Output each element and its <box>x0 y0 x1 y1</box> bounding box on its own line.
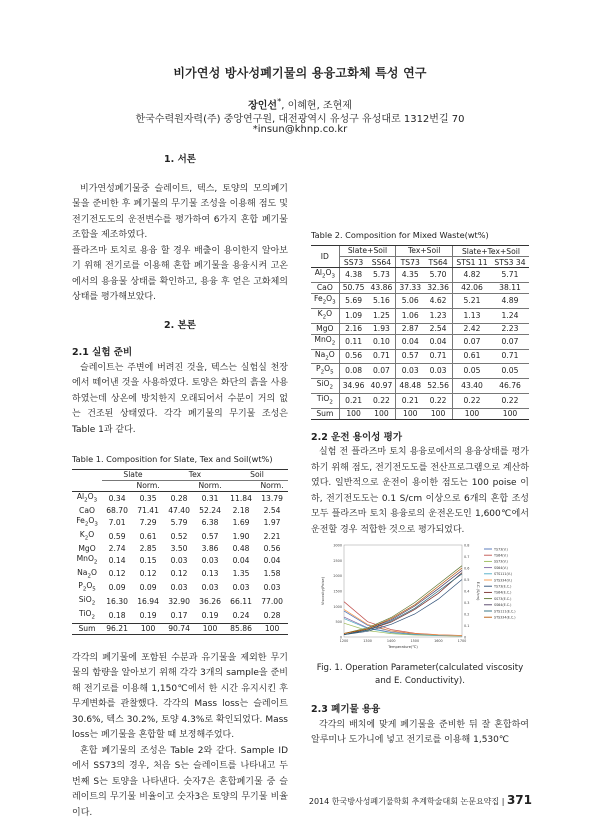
table-2-sample-id: SS64 <box>368 257 396 268</box>
table-1-value-cell: 52.24 <box>199 506 221 516</box>
table-1-value-cell: 16.94 <box>137 596 159 606</box>
lead-author-mark: * <box>277 96 282 106</box>
table-2-value-cell: 1.23 <box>424 309 452 324</box>
y2-tick-label: 0.4 <box>464 589 470 594</box>
table-1-row <box>72 609 288 623</box>
table-1-row <box>72 530 288 544</box>
table-2-value-cell: 0.71 <box>424 349 452 364</box>
table-2-oxide-cell: TiO$_2$ <box>311 393 339 408</box>
table-1-value-cell: 0.04 <box>232 555 250 565</box>
table-1-value-cell: 85.86 <box>226 623 256 634</box>
table-2-value-cell: 4.35 <box>396 268 424 283</box>
series-line <box>344 566 462 634</box>
table-2-row <box>311 408 529 419</box>
table-1-oxide-cell: TiO$_2$ <box>79 608 95 621</box>
table-2-value-cell: 1.24 <box>491 309 529 324</box>
table-1-value-cell: 2.18 <box>232 506 250 516</box>
table-2-value-cell: 4.89 <box>491 294 529 309</box>
table-2-value-cell: 34.96 <box>339 379 367 394</box>
table-2-value-cell: 2.54 <box>424 323 452 334</box>
table-1-value-cell: 6.38 <box>201 518 219 528</box>
table-1-value-cell: 0.35 <box>139 494 157 504</box>
table-1-row <box>72 506 288 516</box>
table-2-row <box>311 334 529 349</box>
table-2-value-cell: 0.07 <box>452 334 491 349</box>
table-1-value-cell: 0.48 <box>232 543 250 553</box>
table-1-oxide-cell: $K_2O$ <box>79 530 95 542</box>
table-2-row <box>311 364 529 379</box>
table-1 <box>72 469 288 635</box>
table-2-value-cell: 42.06 <box>452 283 491 294</box>
y-tick-label: 3000 <box>333 543 342 548</box>
table-2-value-cell: 100 <box>396 408 424 419</box>
table-2-group-slate-soil: Slate+Soil <box>339 246 396 257</box>
table-2-group-tex-soil: Tex+Soil <box>396 246 453 257</box>
table-2-value-cell: 1.25 <box>368 309 396 324</box>
y2-tick-label: 0.6 <box>464 566 470 571</box>
table-1-value-cell: 2.74 <box>108 543 126 553</box>
table-2-value-cell: 2.23 <box>491 323 529 334</box>
table-1-oxide-cell: $Al_2O_3$ <box>76 492 98 504</box>
legend-entry: TS64(E.C.) <box>494 590 512 595</box>
table-1-value-cell: 68.70 <box>106 506 128 516</box>
table-2-value-cell: 0.22 <box>452 393 491 408</box>
table-2-value-cell: 0.21 <box>339 393 367 408</box>
table-1-value-cell: 0.15 <box>139 555 157 565</box>
table-1-value-cell: 0.24 <box>232 610 250 620</box>
series-line <box>344 617 462 636</box>
table-2-sample-id: STS1 11 <box>452 257 491 268</box>
section-2-3-heading: 2.3 폐기물 용융 <box>311 704 381 715</box>
table-1-value-cell: 2.85 <box>139 543 157 553</box>
table-1-value-cell: 100 <box>132 623 164 634</box>
table-1-oxide-cell: $Fe_2O_3$ <box>76 516 98 528</box>
table-1-row <box>72 568 288 582</box>
table-1-row <box>72 544 288 554</box>
table-1-group-tex: Tex <box>164 470 226 481</box>
table-2-value-cell: 5.73 <box>368 268 396 283</box>
table-2-value-cell: 43.40 <box>452 379 491 394</box>
table-1-value-cell: 5.79 <box>170 518 188 528</box>
table-2-row <box>311 268 529 283</box>
table-2-value-cell: 4.82 <box>452 268 491 283</box>
legend-entry: STS111(E.C.) <box>494 609 516 614</box>
y2-tick-label: 0.3 <box>464 601 470 605</box>
table-2-value-cell: 4.62 <box>424 294 452 309</box>
table-2-value-cell: 1.93 <box>368 323 396 334</box>
intro-paragraph-1: 비가연성폐기물중 슬레이트, 텍스, 토양의 모의폐기물을 준비한 후 폐기물의 무기물 조성을 이용해 점도 및 전기전도도의 운전변수를 평가하여 6가지 혼합 폐기물 조합을 제조하였다. <box>72 183 288 240</box>
table-1-oxide-cell: CaO <box>79 506 95 516</box>
table-1-group-soil: Soil <box>226 470 288 481</box>
table-2-sample-id: TS73 <box>396 257 424 268</box>
table-1-value-cell: 0.03 <box>201 555 219 565</box>
table-2-value-cell: 100 <box>491 408 529 419</box>
lead-author: 장인선 <box>248 100 278 112</box>
table-1-value-cell: 11.84 <box>230 494 252 504</box>
table-1-value-cell: 0.09 <box>139 583 157 593</box>
y-tick-label: 1000 <box>333 604 342 609</box>
table-2-row <box>311 323 529 334</box>
section-2-2-heading: 2.2 운전 용이성 평가 <box>311 431 402 443</box>
y-axis-label: Viscosity(Poise) <box>321 577 325 605</box>
table-2-value-cell: 4.38 <box>339 268 367 283</box>
table-1-value-cell: 0.56 <box>263 543 281 553</box>
table-2-sample-id: SS73 <box>339 257 367 268</box>
table-1-value-cell: 16.30 <box>106 596 128 606</box>
table-2-value-cell: 0.07 <box>491 334 529 349</box>
table-1-row <box>72 595 288 609</box>
table-1-value-cell: 100 <box>256 623 288 634</box>
y2-tick-label: 0.5 <box>464 578 470 582</box>
legend-entry: SS64(E.C.) <box>494 603 512 608</box>
page-footer <box>300 793 532 807</box>
table-2-value-cell: 0.08 <box>339 364 367 379</box>
section-2-1-paragraph-1: 슬레이트는 주변에 버려진 것을, 텍스는 실험실 천장에서 떼어낸 것을 사용하였다. 토양은 화단의 흙을 사용하였는데 상온에 방치한지 오래되어서 수분이 거의 없는 건조된 상태였다. 각각 폐기물의 무기물 조성은 Table 1과 같다. <box>72 362 288 435</box>
table-1-value-cell: 7.01 <box>108 518 126 528</box>
legend-entry: STS111(V.) <box>494 572 512 577</box>
table-2-value-cell: 0.22 <box>491 393 529 408</box>
co-authors: , 이혜현, 조현제 <box>281 100 352 112</box>
table-1-value-cell: 0.28 <box>170 494 188 504</box>
table-2-value-cell: 40.97 <box>368 379 396 394</box>
x-tick-label: 1600 <box>434 639 443 643</box>
table-1-value-cell: 1.97 <box>263 518 281 528</box>
table-2-value-cell: 43.86 <box>368 283 396 294</box>
table-1-value-cell: 71.41 <box>137 506 159 516</box>
series-line <box>344 574 462 635</box>
table-1-value-cell: 13.79 <box>261 494 283 504</box>
y-tick-label: 2000 <box>333 574 342 579</box>
table-2-value-cell: 5.06 <box>396 294 424 309</box>
table-1-value-cell: 36.26 <box>199 596 221 606</box>
table-2-value-cell: 52.56 <box>424 379 452 394</box>
footer-separator: | <box>501 797 505 806</box>
table-1-value-cell: 90.74 <box>164 623 194 634</box>
table-1-value-cell: 100 <box>194 623 226 634</box>
table-1-value-cell: 0.12 <box>108 569 126 579</box>
table-2-id-header: ID <box>311 246 339 268</box>
table-1-value-cell: 0.04 <box>263 555 281 565</box>
y2-tick-label: 0.7 <box>464 555 470 559</box>
legend-entry: STS334(V.) <box>494 578 512 583</box>
table-1-value-cell: 0.03 <box>170 555 188 565</box>
table-1-value-cell: 0.28 <box>263 610 281 620</box>
y-tick-label: 1500 <box>333 589 342 594</box>
legend-entry: SS73(V.) <box>494 559 508 564</box>
y2-axis-label: E.C.(S/cm) <box>476 581 480 601</box>
table-1-value-cell: 7.29 <box>139 518 157 528</box>
table-1-value-cell: 0.03 <box>201 583 219 593</box>
table-2-value-cell: 2.87 <box>396 323 424 334</box>
right-column <box>311 152 529 538</box>
table-1-value-cell: 96.21 <box>102 623 132 634</box>
x-axis-label: Temperature(℃) <box>388 645 418 649</box>
table-2-value-cell: 1.13 <box>452 309 491 324</box>
footer-text: 2014 한국방사성폐기물학회 추계학술대회 논문요약집 <box>308 797 500 806</box>
legend-entry: TS64(V.) <box>494 553 508 558</box>
table-2-oxide-cell: Sum <box>311 408 339 419</box>
table-1-value-cell: 0.03 <box>263 583 281 593</box>
table-2-value-cell: 37.33 <box>396 283 424 294</box>
legend-entry: SS64(V.) <box>494 565 508 570</box>
table-2-value-cell: 5.70 <box>424 268 452 283</box>
series-line <box>344 619 462 636</box>
table-2-value-cell: 32.36 <box>424 283 452 294</box>
paper-title: 비가연성 방사성폐기물의 용융고화체 특성 연구 <box>173 66 427 80</box>
table-2-value-cell: 50.75 <box>339 283 367 294</box>
table-1-value-cell: 1.58 <box>263 569 281 579</box>
table-1-value-cell: 0.03 <box>170 583 188 593</box>
table-2-value-cell: 2.42 <box>452 323 491 334</box>
page-number: 371 <box>506 793 532 807</box>
table-1-row <box>72 492 288 506</box>
x-tick-label: 1500 <box>410 639 420 643</box>
table-2-value-cell: 100 <box>368 408 396 419</box>
table-1-oxide-cell: MnO$_2$ <box>76 553 98 566</box>
table-2-value-cell: 100 <box>424 408 452 419</box>
y-tick-label: 2500 <box>333 558 342 563</box>
x-tick-label: 1400 <box>386 639 396 643</box>
table-2-value-cell: 0.22 <box>368 393 396 408</box>
table-1-value-cell: 0.52 <box>170 531 188 541</box>
table-1-value-cell: 1.35 <box>232 569 250 579</box>
section-2-1-paragraph-2: 각각의 폐기물에 포함된 수분과 유기물을 제외한 무기물의 함량을 알아보기 위해 각각 3개의 sample을 준비해 전기로를 이용해 1,150℃에서 한 시간 유지시킨 후 무게변화를 관찰했다. 각각의 Mass loss는 슬레이트 30.6%, 텍스 30.2%, 토양 4.3%로 확인되었다. Mass loss는 폐기물을 혼합할 때 보정해주었다. <box>72 652 288 741</box>
table-2-oxide-cell: MgO <box>311 323 339 334</box>
table-2-row <box>311 393 529 408</box>
x-tick-label: 1700 <box>457 639 467 643</box>
table-2-value-cell: 2.16 <box>339 323 367 334</box>
table-2-row <box>311 309 529 324</box>
table-2-row <box>311 294 529 309</box>
legend-entry: TS73(E.C.) <box>494 584 512 589</box>
table-2-value-cell: 38.11 <box>491 283 529 294</box>
table-1-value-cell: 32.90 <box>168 596 190 606</box>
table-1-row <box>72 516 288 530</box>
table-1-value-cell: 0.34 <box>108 494 126 504</box>
table-2-value-cell: 0.10 <box>368 334 396 349</box>
table-1-value-cell: 3.86 <box>201 543 219 553</box>
body-heading: 2. 본론 <box>164 319 196 331</box>
table-1-value-cell: 0.13 <box>201 569 219 579</box>
table-1-value-cell: 0.57 <box>201 531 219 541</box>
table-2-oxide-cell: CaO <box>311 283 339 294</box>
table-1-value-cell: 0.12 <box>139 569 157 579</box>
section-2-2-paragraph-1: 실험 전 플라즈마 토치 용융로에서의 용융상태를 평가하기 위해 점도, 전기전도도를 전산프로그램으로 계산하였다. 일반적으로 운전이 용이한 점도는 100 poise 이하, 전기전도도는 0.1 S/cm 이상으로 6개의 혼합 조성 모두 플라즈마 토치 용융로의 운전온도인 1,600℃에서 운전할 경우 적합한 것으로 평가되었다. <box>311 447 529 535</box>
table-2-value-cell: 1.09 <box>339 309 367 324</box>
table-2-row <box>311 283 529 294</box>
table-1-norm-header: Norm. <box>132 481 164 492</box>
table-1-oxide-cell: MgO <box>78 543 96 553</box>
plot-area <box>344 545 462 637</box>
table-1-value-cell: 47.40 <box>168 506 190 516</box>
affiliation: 한국수력원자력(주) 중앙연구원, 대전광역시 유성구 유성대로 1312번길 70 <box>135 114 465 125</box>
table-2-value-cell: 0.04 <box>424 334 452 349</box>
table-2-group-slate-tex-soil: Slate+Tex+Soil <box>452 246 529 257</box>
table-2-value-cell: 0.05 <box>491 364 529 379</box>
table-1-value-cell: 0.31 <box>201 494 219 504</box>
table-1-value-cell: 0.59 <box>108 531 126 541</box>
left-column <box>72 152 288 821</box>
table-1-value-cell: 2.21 <box>263 531 281 541</box>
table-1-caption: Table 1. Composition for Slate, Tex and Soil(wt%) <box>72 454 273 464</box>
section-2-1-heading: 2.1 실험 준비 <box>72 347 133 358</box>
series-line <box>344 568 462 634</box>
table-1-norm-header: Norm. <box>256 481 288 492</box>
table-1-value-cell: 0.19 <box>201 610 219 620</box>
y2-tick-label: 0.8 <box>464 543 470 548</box>
table-1-value-cell: 1.69 <box>232 518 250 528</box>
table-1-row <box>72 581 288 595</box>
table-2-value-cell: 100 <box>339 408 367 419</box>
table-1-value-cell: 0.14 <box>108 555 126 565</box>
legend-entry: TS73(V.) <box>494 547 508 552</box>
table-2 <box>311 245 529 420</box>
section-2-3-paragraph-1: 각각의 배치에 맞게 폐기물을 준비한 뒤 잘 혼합하여 알루미나 도가니에 넣고 전기로를 이용해 1,530℃ <box>311 719 529 745</box>
table-1-value-cell: 0.19 <box>139 610 157 620</box>
y2-tick-label: 0 <box>464 635 467 640</box>
operation-parameter-chart <box>318 539 530 659</box>
table-1-oxide-cell: Sum <box>72 623 102 634</box>
table-2-value-cell: 0.57 <box>396 349 424 364</box>
table-2-oxide-cell: $Fe_2O_3$ <box>311 294 339 309</box>
table-2-caption: Table 2. Composition for Mixed Waste(wt%) <box>311 230 489 240</box>
table-2-row <box>311 379 529 394</box>
table-2-value-cell: 5.21 <box>452 294 491 309</box>
table-1-value-cell: 1.90 <box>232 531 250 541</box>
table-1-oxide-cell: SiO$_2$ <box>78 595 96 607</box>
y2-tick-label: 0.1 <box>464 624 470 628</box>
intro-heading: 1. 서론 <box>164 154 196 165</box>
table-1-oxide-cell: $P_2O_5$ <box>78 581 96 593</box>
table-2-value-cell: 1.06 <box>396 309 424 324</box>
table-2-oxide-cell: $K_2O$ <box>311 309 339 324</box>
table-2-oxide-cell: $Na_2O$ <box>311 349 339 364</box>
table-2-value-cell: 5.16 <box>368 294 396 309</box>
intro-paragraph-2: 플라즈마 토치로 용융 할 경우 배출이 용이한지 알아보기 위해 전기로를 이용해 혼합 폐기물을 용융시켜 고온에서의 용융물 상태를 확인하고, 용융 후 얻은 고화체의 상태를 평가해보았다. <box>72 245 288 302</box>
table-2-value-cell: 100 <box>452 408 491 419</box>
y-tick-label: 500 <box>335 620 342 625</box>
table-1-value-cell: 3.50 <box>170 543 188 553</box>
table-1-value-cell: 2.54 <box>263 506 281 516</box>
table-2-value-cell: 0.22 <box>424 393 452 408</box>
table-2-oxide-cell: $P_2O_5$ <box>311 364 339 379</box>
table-2-value-cell: 0.03 <box>424 364 452 379</box>
table-1-value-cell: 0.18 <box>108 610 126 620</box>
section-2-1-paragraph-3: 혼합 폐기물의 조성은 Table 2와 같다. Sample ID에서 SS73의 경우, 처음 S는 슬레이트를 나타내고 두 번째 S는 토양을 나타낸다. 숫자7은 혼합폐기물 중 슬레이트의 무기물 비율이고 숫자3은 토양의 무기물 비율이다. <box>72 745 288 818</box>
table-2-sample-id: TS64 <box>424 257 452 268</box>
table-2-value-cell: 48.48 <box>396 379 424 394</box>
table-2-value-cell: 46.76 <box>491 379 529 394</box>
table-2-value-cell: 0.61 <box>452 349 491 364</box>
table-2-oxide-cell: $Al_2O_3$ <box>311 268 339 283</box>
legend-entry: SS73(E.C.) <box>494 596 512 601</box>
table-2-value-cell: 0.56 <box>339 349 367 364</box>
table-2-value-cell: 0.11 <box>339 334 367 349</box>
table-1-norm-header: Norm. <box>194 481 226 492</box>
table-2-row <box>311 349 529 364</box>
table-2-value-cell: 5.71 <box>491 268 529 283</box>
table-2-value-cell: 0.03 <box>396 364 424 379</box>
table-2-value-cell: 0.71 <box>368 349 396 364</box>
y2-tick-label: 0.2 <box>464 612 470 617</box>
table-1-value-cell: 0.12 <box>170 569 188 579</box>
table-2-sample-id: STS3 34 <box>491 257 529 268</box>
table-1-row <box>72 554 288 568</box>
table-1-row <box>72 623 288 634</box>
table-1-group-slate: Slate <box>102 470 164 481</box>
table-1-value-cell: 0.09 <box>108 583 126 593</box>
table-2-value-cell: 0.05 <box>452 364 491 379</box>
table-1-value-cell: 66.11 <box>230 596 252 606</box>
table-1-value-cell: 0.03 <box>232 583 250 593</box>
x-tick-label: 1300 <box>363 639 372 643</box>
right-column-bottom <box>311 702 529 749</box>
table-2-value-cell: 0.04 <box>396 334 424 349</box>
table-2-value-cell: 0.07 <box>368 364 396 379</box>
table-2-value-cell: 0.21 <box>396 393 424 408</box>
author-email: *insun@khnp.co.kr <box>252 124 348 135</box>
legend-entry: STS334(E.C.) <box>494 615 516 620</box>
table-2-oxide-cell: SiO$_2$ <box>311 379 339 394</box>
table-1-oxide-cell: $Na_2O$ <box>77 567 97 580</box>
table-1-value-cell: 0.61 <box>139 531 157 541</box>
figure-1-caption: Fig. 1. Operation Parameter(calculated viscosity and E. Conductivity). <box>316 663 524 686</box>
y-tick-label: 0 <box>339 635 342 640</box>
x-tick-label: 1200 <box>339 639 349 643</box>
table-1-value-cell: 0.17 <box>170 610 188 620</box>
table-1-value-cell: 77.00 <box>261 596 283 606</box>
table-2-value-cell: 5.69 <box>339 294 367 309</box>
table-2-value-cell: 0.71 <box>491 349 529 364</box>
table-2-oxide-cell: MnO$_2$ <box>311 334 339 349</box>
